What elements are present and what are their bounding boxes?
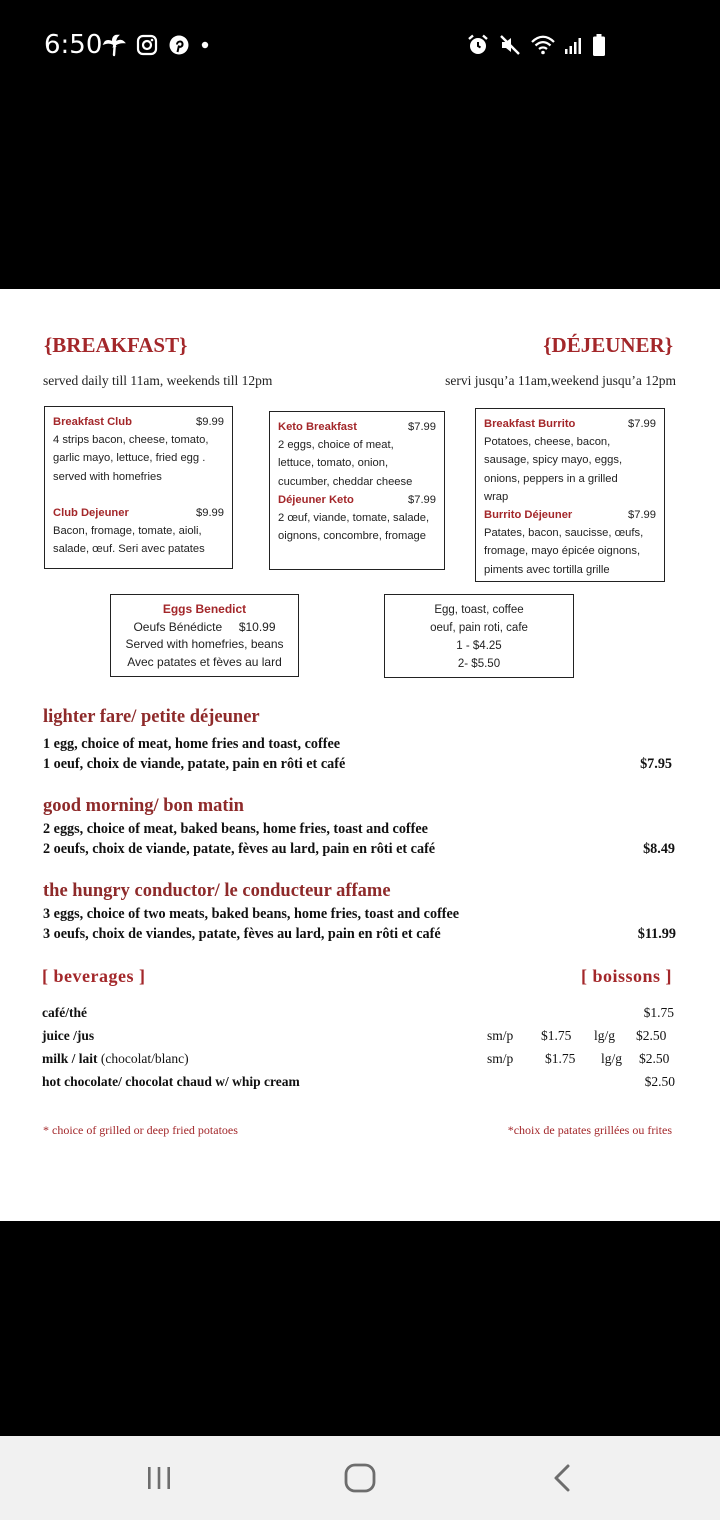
section-line: 3 oeufs, choix de viandes, patate, fèves au lard, pain en rôti et café	[43, 926, 441, 942]
servi-hours: servi jusqu’a 11am,weekend jusqu’a 12pm	[445, 373, 676, 388]
item-price: 2- $5.50	[457, 658, 501, 670]
item-desc: Bacon, fromage, tomate, aioli,	[53, 525, 202, 538]
item-desc: Served with homefries, beans	[125, 637, 284, 651]
item-title: Déjeuner Keto	[278, 493, 354, 506]
mute-icon	[498, 33, 522, 57]
item-price: 1 - $4.25	[456, 640, 502, 652]
signal-icon	[564, 35, 584, 55]
item-title: Club Dejeuner	[53, 506, 129, 519]
item-desc: salade, œuf. Seri avec patates	[53, 543, 205, 556]
size-small: sm/p	[487, 1028, 514, 1043]
item-price: $7.99	[628, 418, 656, 430]
section-title: the hungry conductor/ le conducteur affame	[43, 881, 391, 901]
section-line: 2 eggs, choice of meat, baked beans, home fries, toast and coffee	[43, 821, 428, 837]
footnote-en: * choice of grilled or deep fried potatoes	[43, 1123, 238, 1137]
pinterest-icon	[168, 34, 190, 56]
alarm-icon	[466, 33, 490, 57]
item-price: $7.99	[408, 421, 436, 433]
home-icon	[344, 1463, 376, 1493]
battery-icon	[592, 33, 606, 57]
bev-note: (chocolat/blanc)	[100, 1051, 189, 1066]
recent-apps-button[interactable]	[109, 1436, 209, 1520]
size-small: sm/p	[487, 1051, 514, 1066]
section-line: 3 eggs, choice of two meats, baked beans, home fries, toast and coffee	[43, 906, 460, 922]
dejeuner-header: {DÉJEUNER}	[543, 333, 673, 357]
bev-name: milk / lait	[42, 1051, 98, 1066]
wifi-icon	[530, 34, 556, 56]
item-desc: Egg, toast, coffee	[434, 604, 524, 616]
bev-price: $1.75	[541, 1028, 572, 1043]
item-price: $9.99	[196, 506, 224, 519]
dot-icon	[200, 40, 210, 50]
palm-tree-icon	[102, 33, 126, 57]
menu-photo	[0, 289, 720, 1221]
item-title: Breakfast Burrito	[484, 418, 576, 430]
recent-apps-icon	[144, 1465, 174, 1491]
item-desc: 2 eggs, choice of meat,	[278, 439, 394, 452]
item-desc: cucumber, cheddar cheese	[278, 475, 413, 488]
bev-name: juice /jus	[42, 1028, 95, 1043]
item-desc: onions, peppers in a grilled	[484, 472, 618, 485]
served-hours: served daily till 11am, weekends till 12pm	[43, 373, 273, 388]
instagram-icon	[136, 34, 158, 56]
footnote-fr: *choix de patates grillées ou frites	[507, 1123, 672, 1137]
section-title: lighter fare/ petite déjeuner	[43, 707, 260, 727]
item-desc: Potatoes, cheese, bacon,	[484, 436, 611, 449]
bev-price: $1.75	[643, 1005, 674, 1020]
item-desc: Avec patates et fèves au lard	[127, 654, 282, 669]
keto-box	[269, 411, 445, 570]
item-desc: Patates, bacon, saucisse, œufs,	[484, 527, 644, 540]
item-title: Burrito Déjeuner	[484, 509, 573, 522]
back-icon	[551, 1463, 573, 1493]
item-desc: 2 œuf, viande, tomate, salade,	[278, 512, 430, 525]
item-desc: garlic mayo, lettuce, fried egg .	[53, 452, 206, 465]
status-bar	[0, 0, 720, 90]
bev-name: hot chocolate/ chocolat chaud w/ whip cream	[42, 1074, 300, 1089]
boissons-header: [ boissons ]	[580, 966, 672, 986]
item-desc: fromage, mayo épicée oignons,	[484, 545, 641, 558]
beverages-header: [ beverages ]	[42, 966, 146, 986]
bev-price: $2.50	[639, 1051, 670, 1066]
item-desc: Oeufs Bénédicte $10.99	[133, 619, 276, 634]
section-title: good morning/ bon matin	[43, 796, 244, 816]
item-desc: served with homefries	[53, 470, 162, 483]
section-line: 2 oeufs, choix de viande, patate, fèves au lard, pain en rôti et café	[43, 841, 436, 857]
item-desc: sausage, spicy mayo, eggs,	[484, 454, 623, 467]
section-line: 1 oeuf, choix de viande, patate, pain en rôti et café	[43, 756, 346, 772]
size-large: lg/g	[601, 1051, 623, 1066]
section-price: $11.99	[637, 926, 676, 942]
item-desc: 4 strips bacon, cheese, tomato,	[53, 434, 209, 447]
section-price: $7.95	[640, 756, 672, 772]
item-desc: piments avec tortilla grille	[484, 563, 610, 576]
egg-toast-box	[384, 594, 574, 678]
eggs-benedict-box	[110, 594, 299, 677]
breakfast-club-box	[44, 406, 233, 569]
clock: 6:50	[44, 30, 103, 60]
bev-price: $1.75	[545, 1051, 576, 1066]
burrito-box	[475, 408, 665, 582]
bev-name: café/thé	[42, 1005, 87, 1020]
item-desc: wrap	[484, 490, 509, 503]
bev-price: $2.50	[636, 1028, 667, 1043]
item-desc: oignons, concombre, fromage	[278, 530, 427, 543]
home-button[interactable]	[310, 1436, 410, 1520]
item-title: Keto Breakfast	[278, 421, 357, 433]
item-price: $7.99	[628, 509, 656, 522]
item-title: Eggs Benedict	[162, 602, 247, 616]
item-title: Breakfast Club	[53, 416, 132, 428]
section-line: 1 egg, choice of meat, home fries and toast, coffee	[43, 736, 341, 752]
item-desc: oeuf, pain roti, cafe	[430, 622, 528, 634]
bev-price: $2.50	[644, 1074, 675, 1089]
back-button[interactable]	[512, 1436, 612, 1520]
item-desc: lettuce, tomato, onion,	[278, 457, 389, 470]
size-large: lg/g	[594, 1028, 616, 1043]
navigation-bar	[0, 1436, 720, 1520]
breakfast-header: {BREAKFAST}	[44, 333, 188, 357]
item-price: $9.99	[196, 416, 224, 428]
item-price: $7.99	[408, 493, 436, 506]
section-price: $8.49	[643, 841, 675, 857]
